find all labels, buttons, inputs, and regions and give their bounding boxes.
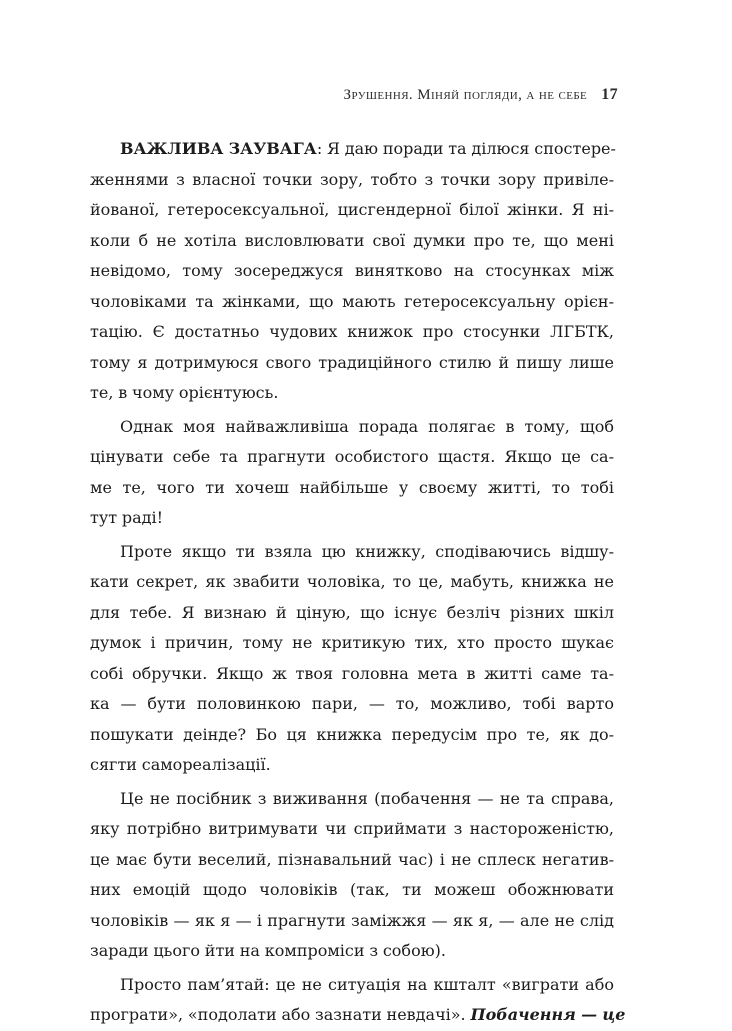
text-line <box>90 1000 626 1031</box>
text-line: пошукати деінде? Бо ця книжка передусім про те, як до- <box>90 724 614 744</box>
text-line: ка — бути половинкою пари, — то, можливо, тобі варто <box>90 694 614 713</box>
text-line: сягти самореалізації. <box>90 755 271 774</box>
text-line: чоловіками та жінками, що мають гетеросексуальну орієн- <box>90 291 614 311</box>
body-text <box>90 134 626 1031</box>
text-line: тому я дотримуюся свого традиційного стилю й пишу лише <box>90 352 614 372</box>
text-line: Проте якщо ти взяла цю книжку, сподіваючись відшу- <box>120 541 614 561</box>
text-line: кати секрет, як звабити чоловіка, то це, мабуть, книжка не <box>90 572 614 591</box>
emphasis-text: Побачення — це <box>470 1005 626 1024</box>
text-line: заради цього йти на компроміси з собою). <box>90 941 446 960</box>
paragraph <box>90 412 614 534</box>
text-line: невідомо, тому зосереджуся винятково на стосунках між <box>90 261 614 280</box>
text-line: тацію. Є достатньо чудових книжок про стосунки ЛГБТК, <box>90 322 614 341</box>
line-text: програти», «подолати або зазнати невдачі». <box>90 1005 466 1024</box>
text-line: них емоцій щодо чоловіків (так, ти можеш обожнювати <box>90 880 614 899</box>
running-title: Зрушення. Міняй погляди, а не себе <box>343 87 588 103</box>
text-line: для тебе. Я визнаю й ціную, що існує безліч різних шкіл <box>90 602 614 622</box>
text-line: чоловіків — як я — і прагнути заміжжя — як я, — але не слід <box>90 910 614 930</box>
line-text: : Я даю поради та ділюся спостере- <box>316 139 616 158</box>
text-line: Однак моя найважливіша порада полягає в тому, щоб <box>120 416 614 436</box>
text-line: коли б не хотіла висловлювати свої думки про те, що мені <box>90 230 614 250</box>
text-line: женнями з власної точки зору, тобто з точки зору привіле- <box>90 169 614 189</box>
paragraph <box>90 784 614 967</box>
text-line: думок і причин, тому не критикую тих, хто просто шукає <box>90 633 614 652</box>
paragraph <box>90 537 614 781</box>
paragraph <box>90 134 614 409</box>
text-line: Це не посібник з виживання (побачення — не та справа, <box>120 788 614 808</box>
text-line: Просто пам’ятай: це не ситуація на кшталт «виграти або <box>120 974 614 994</box>
text-line: ме те, чого ти хочеш найбільше у своєму житті, то тобі <box>90 477 614 497</box>
paragraph <box>90 970 626 1031</box>
text-line: цінувати себе та прагнути особистого щастя. Якщо це са- <box>90 447 614 466</box>
text-line: йованої, гетеросексуальної, цисгендерної білої жінки. Я ні- <box>90 200 614 219</box>
text-line <box>90 134 614 165</box>
text-line: тут раді! <box>90 508 164 527</box>
text-line: те, в чому орієнтуюсь. <box>90 383 279 402</box>
text-line: це має бути веселий, пізнавальний час) і не сплеск негатив- <box>90 849 614 869</box>
running-header <box>344 86 618 104</box>
emphasis-heading: ВАЖЛИВА ЗАУВАГА <box>120 139 317 158</box>
text-line: яку потрібно витримувати чи сприймати з настороженістю, <box>90 819 614 838</box>
text-line: собі обручки. Якщо ж твоя головна мета в житті саме та- <box>90 663 614 683</box>
page-number: 17 <box>601 86 618 103</box>
